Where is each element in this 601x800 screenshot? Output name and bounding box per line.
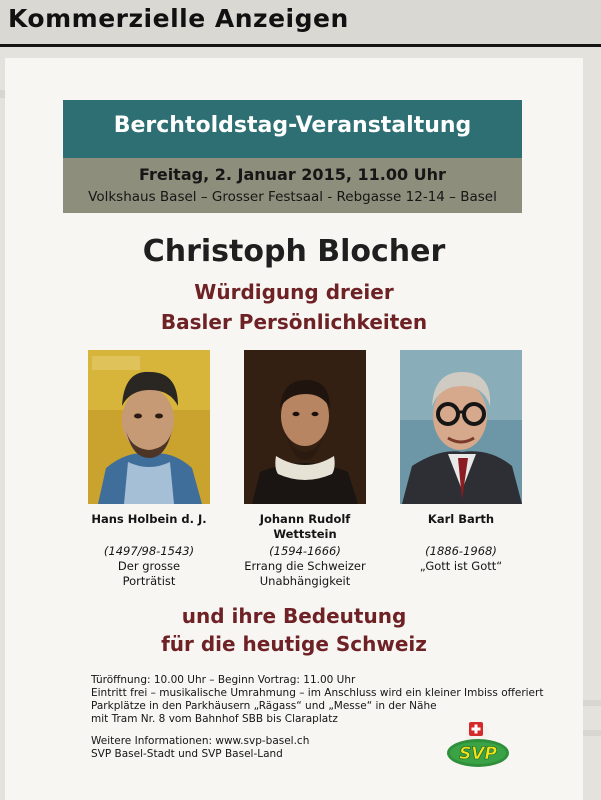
advertisement bbox=[5, 58, 583, 800]
person-1-caption bbox=[64, 544, 234, 589]
person-2-caption bbox=[220, 544, 390, 589]
tagline-line-1: und ihre Bedeutung bbox=[181, 604, 407, 628]
info-line-4: mit Tram Nr. 8 vom Bahnhof SBB bis Claraplatz bbox=[91, 713, 338, 725]
section-header-title: Kommerzielle Anzeigen bbox=[8, 4, 349, 33]
person-3-name bbox=[376, 512, 546, 527]
contact-line-1: Weitere Informationen: www.svp-basel.ch bbox=[91, 735, 310, 747]
person-1-years: (1497/98-1543) bbox=[103, 544, 195, 558]
portrait-barth bbox=[400, 350, 522, 504]
info-line-2: Eintritt frei – musikalische Umrahmung – im Anschluss wird ein kleiner Imbiss offeriert bbox=[91, 687, 544, 699]
event-title-banner bbox=[63, 100, 522, 158]
event-details-banner bbox=[63, 158, 522, 213]
contact-line-2: SVP Basel-Stadt und SVP Basel-Land bbox=[91, 748, 283, 760]
person-2-name-line-1: Johann Rudolf bbox=[259, 512, 351, 526]
person-2-name bbox=[220, 512, 390, 542]
person-1-desc-line-2: Porträtist bbox=[122, 574, 176, 588]
portrait-wettstein bbox=[244, 350, 366, 504]
person-2-name-line-2: Wettstein bbox=[273, 527, 337, 541]
person-3-name-line-1: Karl Barth bbox=[427, 512, 495, 526]
section-header-bar bbox=[0, 0, 601, 47]
tagline-line-2: für die heutige Schweiz bbox=[161, 632, 427, 656]
person-2-desc-line-2: Unabhängigkeit bbox=[259, 574, 351, 588]
event-venue: Volkshaus Basel – Grosser Festsaal - Rebgasse 12-14 – Basel bbox=[88, 189, 497, 205]
subtitle-line-1: Würdigung dreier bbox=[194, 280, 394, 304]
info-line-3: Parkplätze in den Parkhäusern „Rägass“ und „Messe“ in der Nähe bbox=[91, 700, 437, 712]
portrait-holbein bbox=[88, 350, 210, 504]
svp-logo-text: SVP bbox=[459, 744, 497, 764]
subtitle-line-2: Basler Persönlichkeiten bbox=[160, 310, 428, 334]
speaker-name: Christoph Blocher bbox=[142, 234, 446, 269]
person-3-caption bbox=[376, 544, 546, 574]
event-date: Freitag, 2. Januar 2015, 11.00 Uhr bbox=[139, 165, 446, 184]
person-2-years: (1594-1666) bbox=[269, 544, 341, 558]
person-3-desc-line-1: „Gott ist Gott“ bbox=[419, 559, 503, 573]
svp-logo bbox=[445, 718, 511, 770]
person-1-desc-line-1: Der grosse bbox=[117, 559, 181, 573]
event-title: Berchtoldstag-Veranstaltung bbox=[113, 113, 472, 138]
person-1-name bbox=[64, 512, 234, 527]
info-line-1: Türöffnung: 10.00 Uhr – Beginn Vortrag: 11.00 Uhr bbox=[91, 674, 356, 686]
person-2-desc-line-1: Errang die Schweizer bbox=[244, 559, 366, 573]
person-3-years: (1886-1968) bbox=[425, 544, 497, 558]
person-1-name-line-1: Hans Holbein d. J. bbox=[91, 512, 207, 526]
